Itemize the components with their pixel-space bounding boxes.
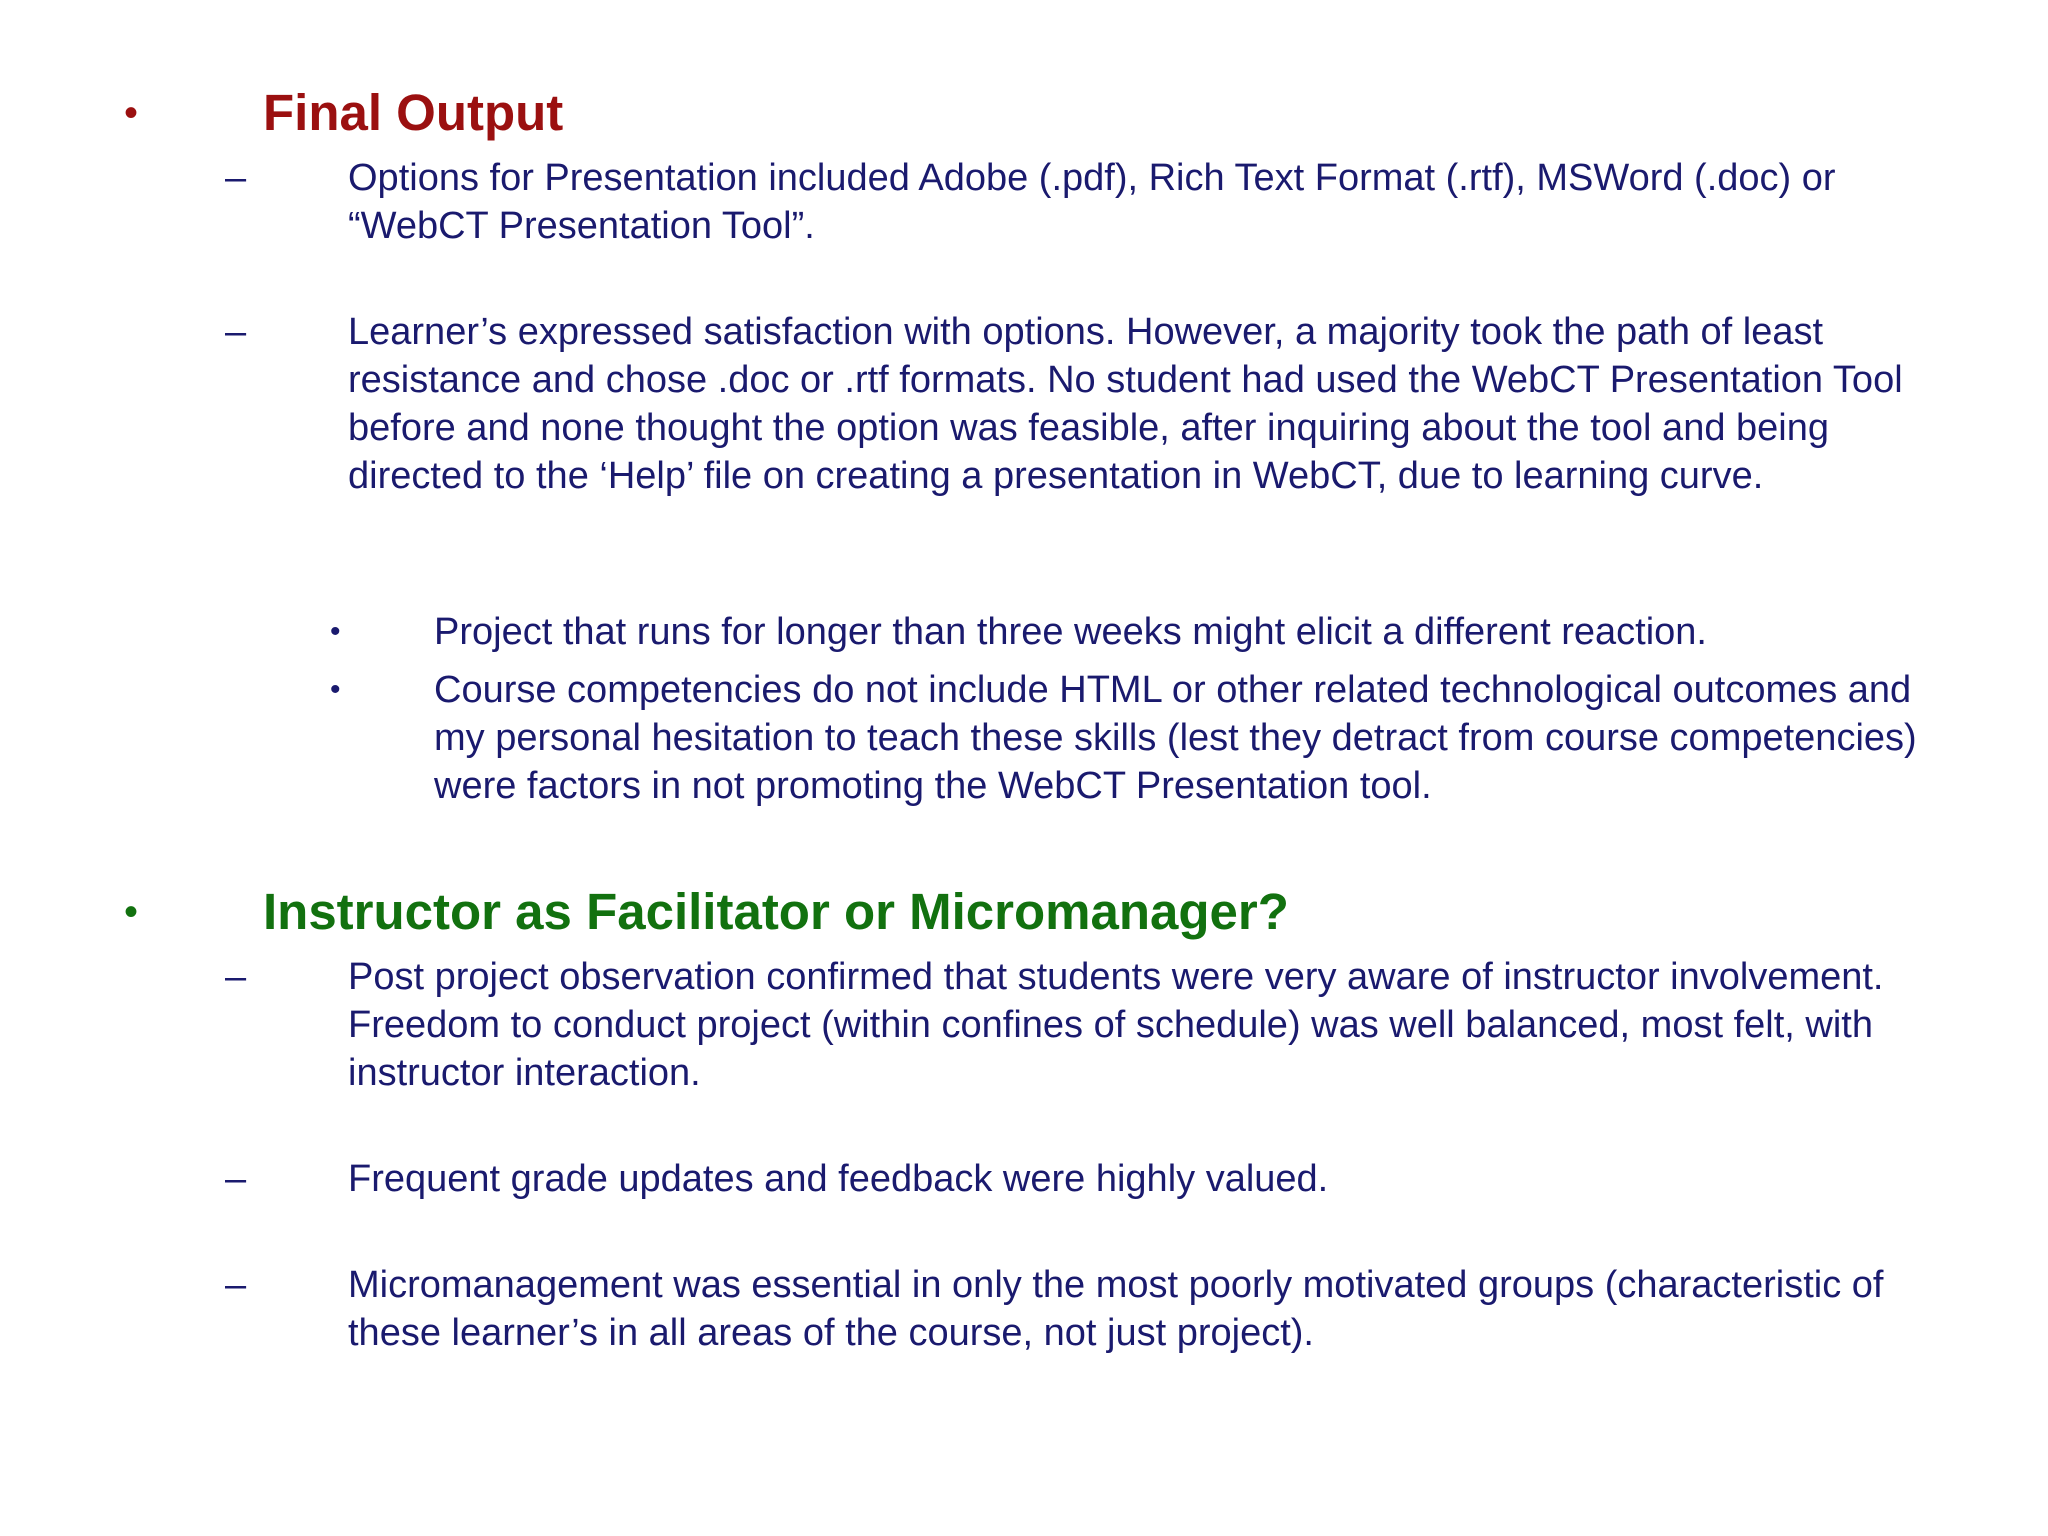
section1-item-1-marker: – — [225, 157, 247, 199]
section2-item-2-marker: – — [225, 1158, 247, 1200]
section2-item-3-text: Micromanagement was essential in only the most poorly motivated groups (characteristic of these learner’s in all areas of the course, not just project). — [348, 1264, 1884, 1354]
section2-item-1-text: Post project observation confirmed that students were very aware of instructor involvement. Freedom to conduct project (within confines of schedule) was well balanced, most felt, with instructor interaction. — [348, 956, 1884, 1094]
section2-item-2-text: Frequent grade updates and feedback were highly valued. — [348, 1158, 1329, 1200]
section1-subitem-2-marker: • — [330, 673, 341, 706]
section1-title: Final Output — [263, 84, 564, 141]
section2-bullet: • — [124, 890, 139, 934]
section1-item-1-text: Options for Presentation included Adobe (.pdf), Rich Text Format (.rtf), MSWord (.doc) or “WebCT Presentation Tool”. — [348, 157, 1836, 247]
section2-item-3-marker: – — [225, 1264, 247, 1306]
section1-item-2-text: Learner’s expressed satisfaction with options. However, a majority took the path of least resistance and chose .doc or .rtf formats. No student had used the WebCT Presentation Tool before and none thought the option was feasible, after inquiring about the tool and being directed to the ‘Help’ file on creating a presentation in WebCT, due to learning curve. — [348, 311, 1903, 497]
section1-item-2-marker: – — [225, 311, 247, 353]
section1-subitem-2-text: Course competencies do not include HTML or other related technological outcomes and my personal hesitation to teach these skills (lest they detract from course competencies) were factors in not promoting the WebCT Presentation tool. — [434, 669, 1917, 807]
section2-title: Instructor as Facilitator or Micromanager? — [263, 883, 1289, 940]
section2-item-1-marker: – — [225, 956, 247, 998]
section1-subitem-1-text: Project that runs for longer than three weeks might elicit a different reaction. — [434, 611, 1707, 653]
section1-bullet: • — [124, 91, 139, 135]
section1-subitem-1-marker: • — [330, 615, 341, 648]
